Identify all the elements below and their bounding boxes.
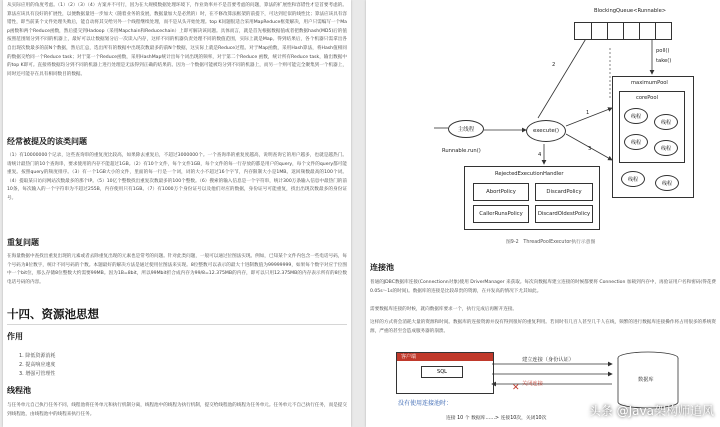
runnable-run-label: Runnable.run() <box>442 148 481 154</box>
connection-summary: 连接 10 个 数据库……> 连接10次，关闭10次 <box>446 416 547 421</box>
watermark: 头条 @Java架构师追风 <box>588 404 714 418</box>
left-document-page <box>3 0 351 427</box>
thread-node: 线程 <box>655 175 679 191</box>
section-title-common-problems: 经常被提及的该类问题 <box>7 137 87 146</box>
take-label: take() <box>656 58 672 64</box>
threadpool-paragraph: 与任务单元自己执行任务不同，线程池将任务单元和执行机制分离，线程池中的线程为执行机制，提交给线程池的线程为任务单元。任务单元不自己执行任务，而是提交到线程池，由线程池中的线程来执行任务。 <box>7 403 347 417</box>
rejected-handler-label: RejectedExecutionHandler <box>495 171 564 177</box>
common-problems-paragraph: （1）有10000000个记录，这些查询串的重复度比较高，如果除去重复后，不超过3000000个。一个查询串的重复度越高，说明查询它的用户越多，也就是越热门。请统计最热门的10个查询串，要求使用的内存不能超过1GB。（2）有10个文件，每个文件1GB，每个文件的每一行存放的都是用户的query，每个文件的query都可能重复。按照query的频度排序。（3）有一个1GB大小的文件，里面的每一行是一个词，词的大小不超过16个字节，内存限制大小是1MB。返回频数最高的100个词。（4）提取某日访问网站次数最多的那个IP。（5）10亿个整数找出重复次数最多的100个整数。（6）搜索的输入信息是一个字符串，统计300万条输入信息中最热门的前10条，每次输入的一个字符串为不超过255B，内存使用只有1GB。（7）有1000万个身份证号以及他们对应的数据，身份证号可能重复，找出出现次数最多的身份证号。 <box>7 153 347 201</box>
section-title-threadpool: 线程池 <box>7 386 31 395</box>
main-thread-node: 主线程 <box>448 120 484 138</box>
thread-node: 线程 <box>621 171 645 187</box>
execute-node: execute() <box>526 120 566 142</box>
poll-label: poll() <box>656 48 670 54</box>
core-pool-box <box>619 91 685 163</box>
role-item: 2. 提高响应速度 <box>19 362 56 368</box>
blocking-queue-label: BlockingQueue<Runnable> <box>594 8 667 14</box>
connection-pool-paragraph-2: 需要数据库连接的时候，就向数据库要求一个，执行完成后再断开连接。 <box>370 307 518 312</box>
maximum-pool-label: maximumPool <box>631 80 668 86</box>
right-document-page <box>366 0 720 427</box>
blocking-queue <box>574 22 672 40</box>
chapter-divider <box>7 324 347 325</box>
connect-label: 建立连接（身份认证） <box>522 357 574 363</box>
maximum-pool-box <box>612 76 694 198</box>
thread-node: 线程 <box>654 140 678 156</box>
close-cross-icon: ✕ <box>512 383 520 393</box>
close-connection-label: 关闭连接 <box>522 381 543 387</box>
threadpool-executor-diagram <box>366 0 720 250</box>
database-label: 数据库 <box>638 377 654 383</box>
role-item: 3. 增强可管理性 <box>19 371 56 377</box>
role-item: 1. 降低资源消耗 <box>19 353 56 359</box>
thread-node: 线程 <box>654 114 678 130</box>
duplicates-paragraph: 在海量数据中查找出重复出现的元素或者去除重复出现的元素也是常考的问题。针对此类问题，一般可以通过位图法实现。例如，已知某个文件内包含一些电话号码，每个号码为8位数字，统计不同号码的个数。本题最好的解决方法是通过使用位图法来实现。8位整数可以表示的最大十进制数值为99999999，如果每个数字对应于位图中一个bit位，那么存储8位整数大约需要99MB。因为1B=8bit，所以99Mbit折合成内存为99/8=12.375MB的内存，即可以只用12.375MB的内存表示所有的8位数电话号码的内容。 <box>7 254 347 285</box>
section-title-duplicates: 重复问题 <box>7 238 39 247</box>
arrow-number: 4 <box>538 152 542 158</box>
core-pool-label: corePool <box>636 95 658 101</box>
section-title-connection-pool: 连接池 <box>370 263 394 272</box>
arrow-number: 2 <box>552 62 556 68</box>
caller-runs-policy: CallerRunsPolicy <box>473 205 529 223</box>
client-header: 客户端 <box>397 353 493 361</box>
abort-policy: AbortPolicy <box>473 183 529 201</box>
section-title-role: 作用 <box>7 332 23 341</box>
figure-caption: 图9-2 ThreadPoolExecutor执行示意图 <box>506 240 596 245</box>
discard-oldest-policy: DiscardOldestPolicy <box>535 205 593 223</box>
arrow-number: 3 <box>588 146 592 152</box>
no-pool-note: 没有使用连接池时： <box>398 400 453 407</box>
chapter-title-resource-pool: 十四、资源池思想 <box>7 307 99 321</box>
sql-box: SQL <box>421 366 463 378</box>
connection-pool-paragraph-1: 普通的JDBC数据库连接(Connectionn对象)使用 DriverManager 来获取。每次向数据库建立连接的时候都要将 Connection 加载到内存中，再验证用户名和密码(得花费0.05s～1s的时间)。数据库的连接是比较昂贵的资源，在并发高的情况下尤其如此。 <box>370 280 716 294</box>
rejected-execution-handler-box <box>464 166 600 230</box>
thread-node: 线程 <box>624 108 648 124</box>
thread-node: 线程 <box>624 134 648 150</box>
connection-pool-paragraph-3: 这样的方式将会消耗大量的资源和时间。数据库的连接资源并没有得到很好的重复利用。若同时有几百人甚至几千人在线，频繁的进行数据库连接操作将占用很多的系统资源，严重的甚至会造成服务器的崩溃。 <box>370 320 716 334</box>
discard-policy: DiscardPolicy <box>535 183 593 201</box>
arrow-number: 1 <box>586 110 590 116</box>
intro-paragraph: 从实际应用的角度考虑。（1）（2）（3）（4）方案并不可行，因为在大规模数据处理环境下，作业效率并不是首要考虑的问题，算法的扩展性和容错性才是首要考虑的。算法应该具有良好的扩展性，以便数据量进一步加大（随着业务的发展，数据量加大是必然的）时，在不修改算法框架的前提下，可达到近似的线性比；算法应该具有容错性，即当前某个文件处理失败后，能自动将其交给另外一个线程继续处理，而不是从头开始处理。top K问题很适合采用MapReduce框架解决，用户只需编写一个Map函数和两个Reduce函数，然后提交到Hadoop（采用Mapchain和Reducechain）上即可解决该问题。具体而言，就是首先根据数据值或者把数据hash(MD5)后的值按照范围划分到不同的机器上，最好可以让数据划分后一次读入内存，这样不同的机器负责处理不同的数值范围，实际上就是Map。得到结果后，各个机器只需拿出各自出现次数最多的前N个数据，然后汇总，选出所有的数据中出现次数最多的前N个数据，这实际上就是Reduce过程。对于Map函数，采用Hash算法，将Hash值相同的数据交给同一个Reduce task；对于第一个Reduce函数，采用HashMap统计出每个词出现的频率，对于第二个Reduce 函数，统计所有Reduce task，输出数据中的top K即可。直接将数据均分到不同的机器上进行处理是无法得到正确的结果的。因为一个数据可能被均分到不同的机器上，而另一个则可能完全聚集到一个机器上，同时还可能存在具有相同数目的数据。 <box>7 3 347 77</box>
